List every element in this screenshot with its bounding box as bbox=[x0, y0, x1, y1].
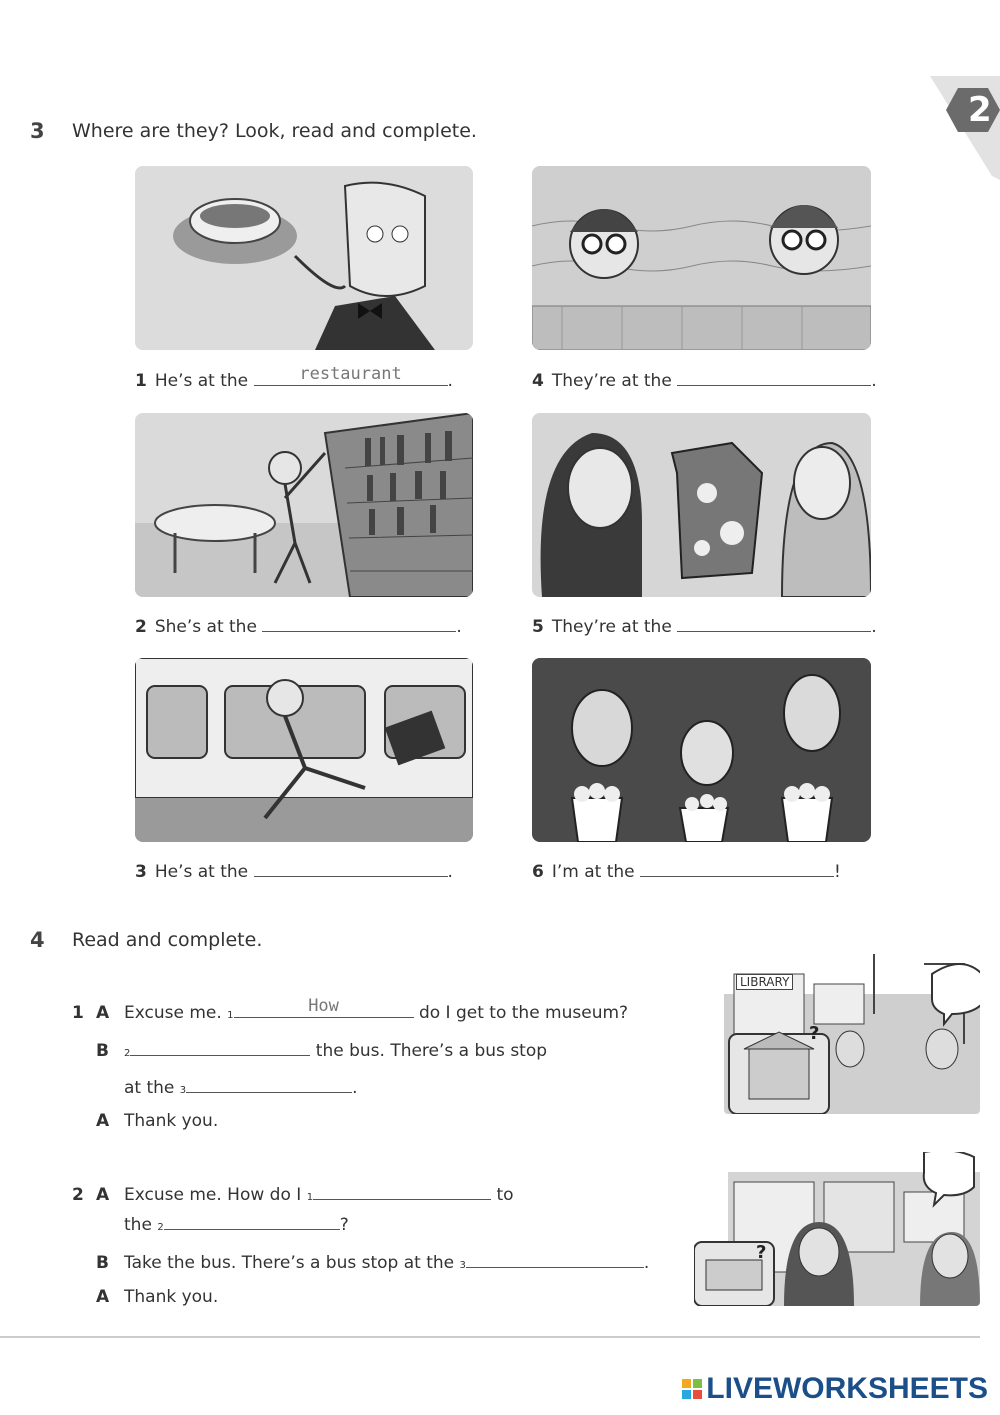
gap-number: 1 bbox=[306, 1192, 314, 1203]
ex3-item-6 bbox=[532, 858, 841, 882]
dialogue-1-line-3 bbox=[124, 1074, 358, 1098]
footer-divider bbox=[0, 1336, 980, 1338]
speaker-label: A bbox=[96, 1287, 110, 1307]
library-sign: LIBRARY bbox=[736, 974, 793, 990]
picture-swimming-pool bbox=[532, 166, 871, 350]
dialogue-number: 2 bbox=[72, 1185, 84, 1205]
item-end: . bbox=[871, 617, 877, 637]
d1-answer-field-1[interactable] bbox=[234, 996, 414, 1018]
picture-train-station bbox=[135, 658, 473, 842]
svg-text:?: ? bbox=[756, 1242, 767, 1263]
dialogue-1-line-1 bbox=[72, 996, 629, 1023]
picture-sports-centre-map bbox=[694, 1152, 980, 1306]
speaker-label: A bbox=[96, 1111, 110, 1131]
line-text: Thank you. bbox=[124, 1287, 219, 1307]
logo-icon bbox=[682, 1379, 702, 1399]
liveworksheets-logo bbox=[682, 1372, 988, 1406]
logo-text: LIVEWORKSHEETS bbox=[706, 1372, 988, 1405]
line-text: Take the bus. There’s a bus stop at the bbox=[124, 1253, 460, 1273]
line-end: . bbox=[643, 1253, 650, 1273]
ex3-item-3 bbox=[135, 858, 453, 882]
item-text: They’re at the bbox=[551, 617, 672, 637]
ex3-item-5 bbox=[532, 613, 877, 637]
answer-field-5[interactable] bbox=[677, 613, 871, 632]
answer-field-3[interactable] bbox=[254, 858, 448, 877]
d1-answer-field-3[interactable] bbox=[186, 1074, 352, 1093]
speaker-label: B bbox=[96, 1253, 109, 1273]
ex3-item-4 bbox=[532, 367, 877, 391]
dialogue-1-line-2 bbox=[96, 1037, 547, 1061]
speaker-label: A bbox=[96, 1185, 110, 1205]
picture-library-museum-map bbox=[724, 944, 980, 1114]
item-end: . bbox=[456, 617, 462, 637]
item-number: 4 bbox=[532, 371, 544, 391]
item-text: She’s at the bbox=[154, 617, 257, 637]
d2-answer-field-3[interactable] bbox=[466, 1249, 644, 1268]
item-number: 5 bbox=[532, 617, 544, 637]
dialogue-2-line-3 bbox=[96, 1249, 649, 1273]
line-text: at the bbox=[124, 1078, 180, 1098]
item-text: He’s at the bbox=[154, 862, 249, 882]
dialogue-number: 1 bbox=[72, 1003, 84, 1023]
gap-number: 1 bbox=[227, 1010, 234, 1021]
dialogue-2-line-2 bbox=[124, 1211, 349, 1235]
exercise-4-title: Read and complete. bbox=[72, 929, 263, 951]
line-text: Excuse me. bbox=[124, 1003, 228, 1023]
line-end: . bbox=[352, 1078, 358, 1098]
answer-field-4[interactable] bbox=[677, 367, 871, 386]
d1-answer-field-2[interactable] bbox=[130, 1037, 310, 1056]
line-text: Excuse me. How do I bbox=[124, 1185, 307, 1205]
item-end: . bbox=[447, 371, 453, 391]
answer-field-6[interactable] bbox=[640, 858, 834, 877]
item-end: ! bbox=[834, 862, 841, 882]
unit-number: 2 bbox=[968, 90, 992, 130]
item-text: He’s at the bbox=[154, 371, 249, 391]
unit-tab bbox=[930, 76, 1000, 180]
exercise-3-title: Where are they? Look, read and complete. bbox=[72, 120, 477, 142]
item-number: 3 bbox=[135, 862, 147, 882]
item-end: . bbox=[871, 371, 877, 391]
line-end: ? bbox=[339, 1215, 349, 1235]
item-number: 2 bbox=[135, 617, 147, 637]
picture-restaurant-waiter bbox=[135, 166, 473, 350]
item-number: 6 bbox=[532, 862, 544, 882]
speaker-label: B bbox=[96, 1041, 109, 1061]
d2-answer-field-2[interactable] bbox=[164, 1211, 340, 1230]
gap-number: 3 bbox=[179, 1085, 187, 1096]
ex3-item-2 bbox=[135, 613, 462, 637]
item-text: I’m at the bbox=[551, 862, 635, 882]
d2-answer-field-1[interactable] bbox=[313, 1181, 491, 1200]
answer-text: restaurant bbox=[299, 364, 402, 384]
line-text: Thank you. bbox=[124, 1111, 219, 1131]
gap-number: 2 bbox=[124, 1048, 131, 1059]
picture-library-girl bbox=[135, 413, 473, 597]
line-text: the bus. There’s a bus stop bbox=[315, 1041, 548, 1061]
line-text: do I get to the museum? bbox=[418, 1003, 629, 1023]
exercise-4-number: 4 bbox=[30, 928, 45, 952]
picture-cinema bbox=[532, 658, 871, 842]
speaker-label: A bbox=[96, 1003, 110, 1023]
dialogue-2-line-4 bbox=[96, 1287, 218, 1307]
exercise-3-number: 3 bbox=[30, 119, 45, 143]
item-number: 1 bbox=[135, 371, 147, 391]
dialogue-1-line-4 bbox=[96, 1111, 218, 1131]
line-text: the bbox=[124, 1215, 158, 1235]
answer-field-2[interactable] bbox=[262, 613, 456, 632]
svg-text:?: ? bbox=[809, 1023, 820, 1044]
gap-number: 3 bbox=[459, 1260, 466, 1271]
line-text: to bbox=[496, 1185, 514, 1205]
item-end: . bbox=[447, 862, 453, 882]
dialogue-2-line-1 bbox=[72, 1181, 514, 1205]
item-text: They’re at the bbox=[551, 371, 672, 391]
answer-text: How bbox=[308, 996, 339, 1016]
picture-clothes-shop bbox=[532, 413, 871, 597]
answer-field-1[interactable] bbox=[254, 364, 448, 386]
ex3-item-1 bbox=[135, 364, 453, 391]
gap-number: 2 bbox=[157, 1222, 164, 1233]
